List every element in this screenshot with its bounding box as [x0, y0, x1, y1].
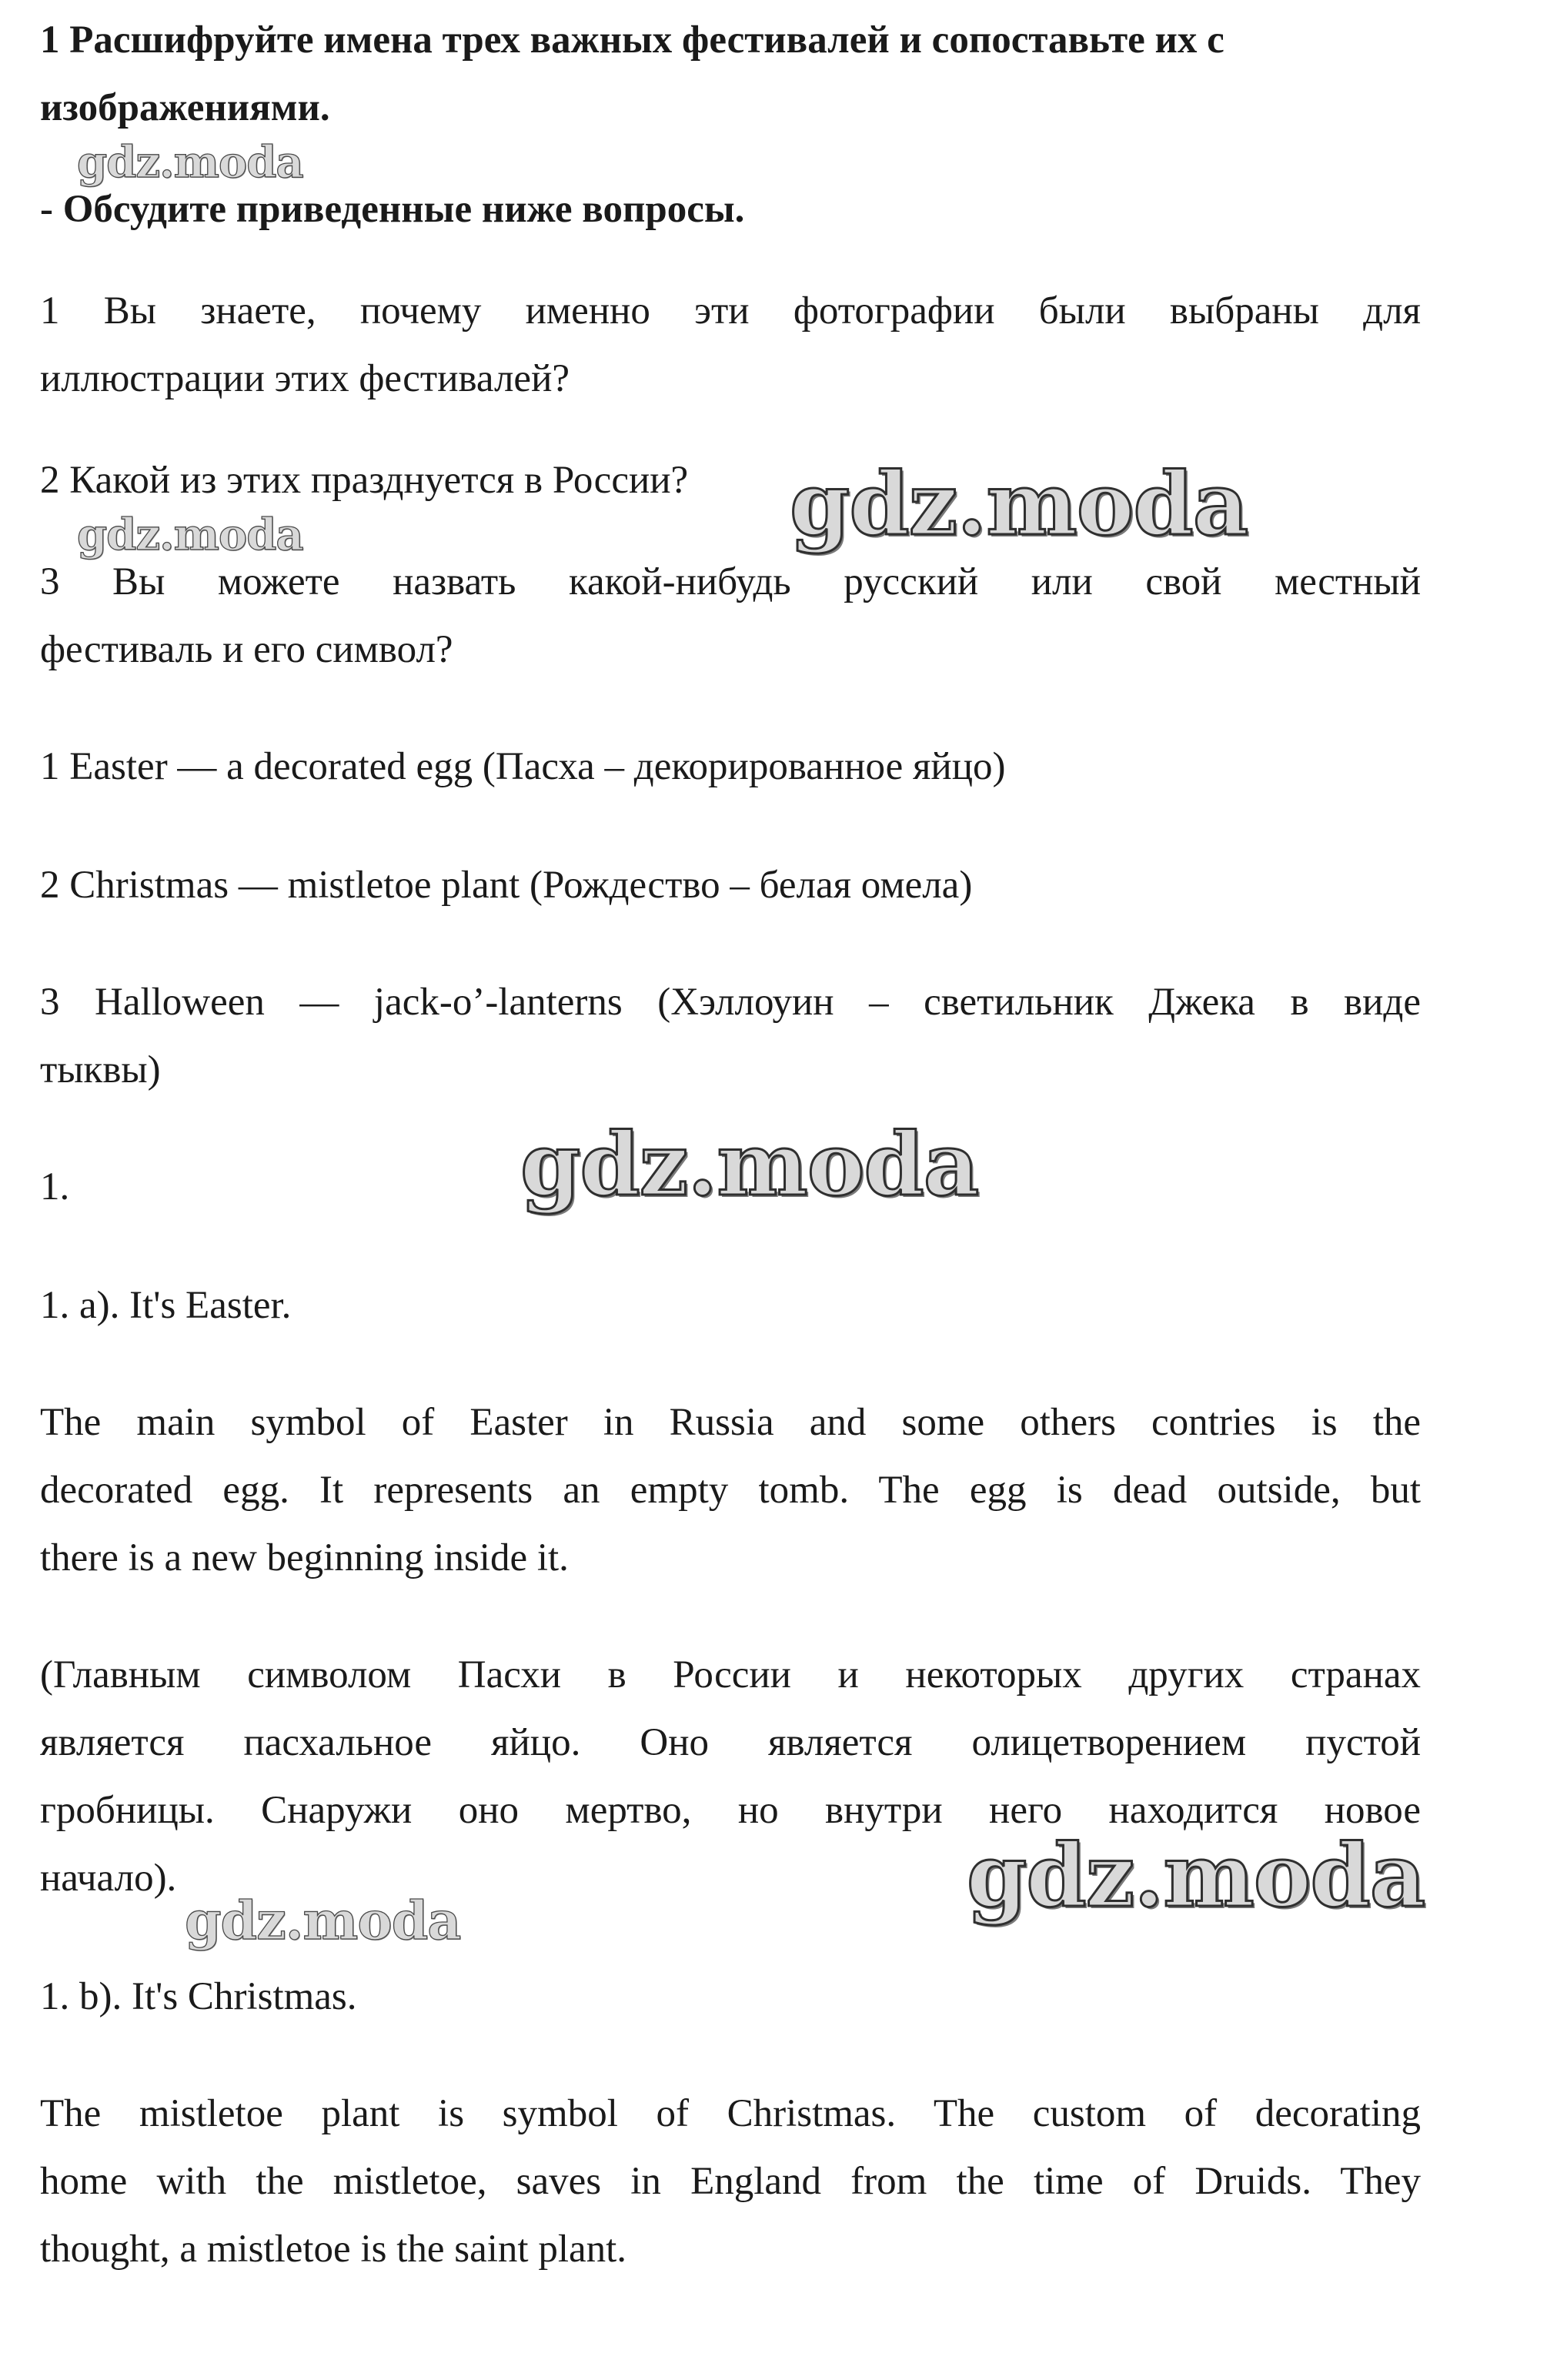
part-a-title: 1. a). It's Easter. [40, 1284, 292, 1327]
watermark: gdz.moda [790, 454, 1248, 555]
exercise-number: 1. [40, 1165, 70, 1208]
question-2: 2 Какой из этих празднуется в России? [40, 459, 689, 502]
part-a-russian-line-3: гробницы. Снаружи оно мертво, но внутри него находится новое [40, 1789, 1421, 1832]
question-3-line-2: фестиваль и его символ? [40, 628, 453, 671]
answer-3-line-1: 3 Halloween — jack-o’-lanterns (Хэллоуин – светильник Джека в виде [40, 981, 1421, 1024]
part-a-english-line-2: decorated egg. It represents an empty tomb. The egg is dead outside, but [40, 1469, 1421, 1512]
answer-2: 2 Christmas — mistletoe plant (Рождество – белая омела) [40, 864, 973, 907]
part-b-english-line-2: home with the mistletoe, saves in England from the time of Druids. They [40, 2160, 1421, 2203]
task-heading-line-2: изображениями. [40, 86, 330, 129]
question-3-line-1: 3 Вы можете назвать какой-нибудь русский или свой местный [40, 560, 1421, 603]
part-a-russian-line-2: является пасхальное яйцо. Оно является олицетворением пустой [40, 1721, 1421, 1764]
part-a-russian-line-4: начало). [40, 1857, 177, 1900]
part-a-english-line-3: there is a new beginning inside it. [40, 1536, 569, 1579]
part-a-russian-line-1: (Главным символом Пасхи в России и некоторых других странах [40, 1653, 1421, 1696]
question-1-line-1: 1 Вы знаете, почему именно эти фотографии были выбраны для [40, 289, 1421, 333]
part-b-english-line-3: thought, a mistletoe is the saint plant. [40, 2228, 627, 2271]
part-a-english-line-1: The main symbol of Easter in Russia and some others contries is the [40, 1401, 1421, 1444]
watermark: gdz.moda [77, 510, 303, 560]
answer-1: 1 Easter — a decorated egg (Пасха – декорированное яйцо) [40, 745, 1006, 788]
part-b-english-line-1: The mistletoe plant is symbol of Christmas. The custom of decorating [40, 2092, 1421, 2135]
question-1-line-2: иллюстрации этих фестивалей? [40, 357, 570, 400]
watermark: gdz.moda [185, 1890, 461, 1952]
answer-3-line-2: тыквы) [40, 1048, 161, 1091]
watermark: gdz.moda [967, 1826, 1425, 1927]
watermark: gdz.moda [77, 137, 303, 188]
part-b-title: 1. b). It's Christmas. [40, 1975, 357, 2018]
watermark: gdz.moda [520, 1115, 979, 1215]
task-subheading: - Обсудите приведенные ниже вопросы. [40, 188, 745, 231]
task-heading-line-1: 1 Расшифруйте имена трех важных фестивалей и сопоставьте их с [40, 18, 1225, 62]
